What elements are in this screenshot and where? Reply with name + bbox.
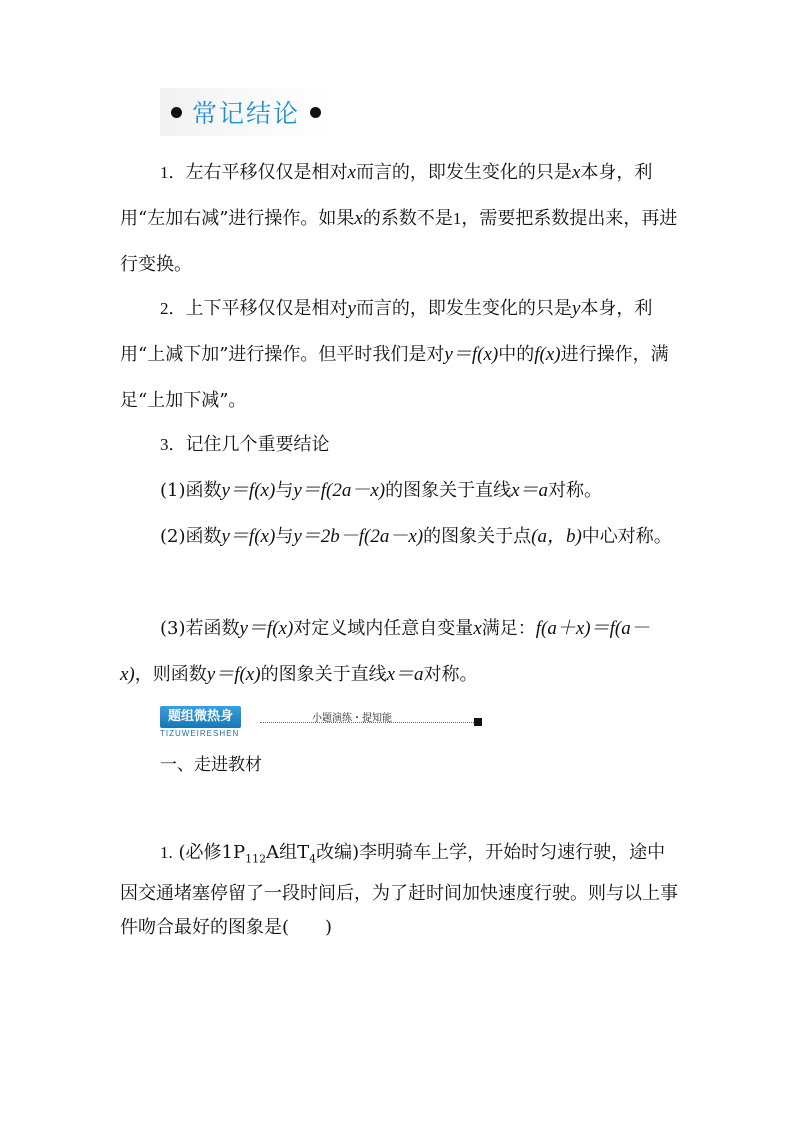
math-formula: f(x): [534, 344, 561, 365]
item-number: 1．: [160, 163, 186, 182]
problem-number: 1.: [160, 843, 173, 862]
exercise-banner: [160, 706, 482, 742]
label: (1)函数: [160, 480, 222, 501]
math-formula: f(a＋x)＝f(a－x): [120, 618, 650, 685]
math-formula: y＝f(x): [221, 480, 276, 501]
text: 而言的，即发生变化的只是: [355, 162, 572, 183]
math-formula: y＝f(2a－x): [293, 480, 386, 501]
conclusion-3: [120, 422, 680, 468]
text: 进行操作，满足“上加下减”。: [120, 344, 669, 411]
text: 而言的，即发生变化的只是: [355, 298, 572, 319]
result-1: [120, 468, 680, 514]
section-title: 一、走进教材: [160, 755, 262, 775]
text: 的系数不是: [362, 208, 453, 229]
problem-1: [120, 836, 680, 945]
banner-end-square: [474, 718, 482, 726]
text: 对定义域内任意自变量: [293, 618, 474, 639]
conclusion-1: [120, 150, 680, 288]
banner-caption: 小题演练・提知能: [312, 713, 392, 724]
text: ，则函数: [134, 664, 207, 685]
text: 的图象关于直线: [385, 480, 512, 501]
text: 的图象关于点: [423, 526, 532, 547]
math-formula: (a，b): [531, 526, 582, 547]
label: (3)若函数: [160, 618, 240, 639]
bullet-dot-right: [310, 107, 321, 118]
result-2: [120, 514, 680, 560]
math-var: y: [571, 298, 581, 319]
conclusion-2: [120, 286, 680, 424]
heading-title: 常记结论: [191, 99, 300, 128]
text: 中心对称。: [581, 526, 672, 547]
math-formula: y＝f(x): [221, 526, 276, 547]
text: 记住几个重要结论: [185, 434, 330, 455]
subscript: 112: [245, 852, 267, 866]
math-formula: x＝a: [511, 480, 549, 501]
section-heading: [160, 88, 332, 136]
text: 左右平移仅仅是相对: [185, 162, 348, 183]
math-var: x: [571, 162, 581, 183]
text: 对称。: [423, 664, 478, 685]
source-text: (必修1P: [178, 842, 246, 863]
text: 本身，利用“左加右减”进行操作。如果: [120, 162, 653, 229]
text: 本身，利用“上减下加”进行操作。但平时我们是对: [120, 298, 653, 365]
text: 满足：: [481, 618, 536, 639]
result-3: [120, 606, 680, 698]
math-formula: y＝2b－f(2a－x): [293, 526, 424, 547]
label: (2)函数: [160, 526, 222, 547]
text: 与: [275, 480, 294, 501]
text: 中的: [498, 344, 535, 365]
text: 上下平移仅仅是相对: [185, 298, 348, 319]
text: 的图象关于直线: [260, 664, 387, 685]
math-number: 1: [452, 209, 462, 228]
problem-text: 改编)李明骑车上学，开始时匀速行驶，途中因交通堵塞停留了一段时间后，为了赶时间加快速度行驶。则与以上事件吻合最好的图象是( ): [120, 842, 678, 938]
text: 对称。: [548, 480, 603, 501]
item-number: 2．: [160, 299, 186, 318]
math-var: x: [473, 618, 482, 639]
math-var: x: [347, 162, 356, 183]
text: ，需要把系数提出来，再进行变换。: [120, 208, 678, 275]
math-var: x: [354, 208, 363, 229]
source-text: A组T: [266, 842, 310, 863]
text: 与: [275, 526, 294, 547]
bullet-dot-left: [171, 107, 182, 118]
subscript: 4: [309, 852, 317, 866]
math-var: y: [347, 298, 356, 319]
item-number: 3．: [160, 435, 186, 454]
banner-tag: 题组微热身: [160, 706, 241, 728]
math-formula: x＝a: [386, 664, 424, 685]
math-formula: y＝f(x): [239, 618, 294, 639]
banner-subtitle: TIZUWEIRESHEN: [160, 729, 240, 738]
math-formula: y＝f(x): [206, 664, 261, 685]
math-formula: y＝f(x): [444, 344, 499, 365]
